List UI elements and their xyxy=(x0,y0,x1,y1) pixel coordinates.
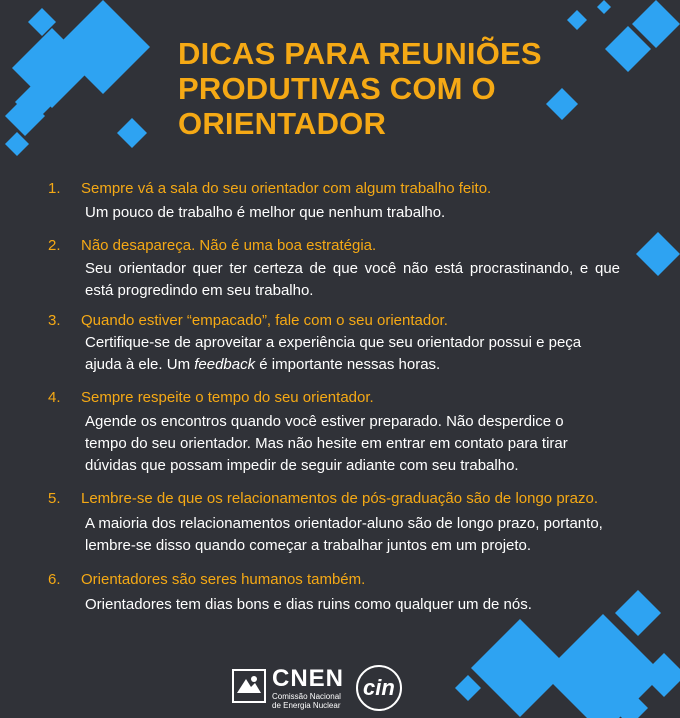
tip-number: 3. xyxy=(48,312,61,329)
tip-number: 1. xyxy=(48,180,61,197)
tip-heading: Não desapareça. Não é uma boa estratégia. xyxy=(81,237,377,254)
tip-heading: Orientadores são seres humanos também. xyxy=(81,571,366,588)
tip-heading: Sempre vá a sala do seu orientador com algum trabalho feito. xyxy=(81,180,492,197)
tip-heading: Lembre-se de que os relacionamentos de pós-graduação são de longo prazo. xyxy=(81,490,599,507)
cnen-emblem-icon xyxy=(234,671,264,701)
title-line: PRODUTIVAS COM O xyxy=(178,71,496,106)
tip-body xyxy=(85,332,620,376)
diamond-shape xyxy=(615,590,661,636)
tip-body-line: Seu orientador quer ter certeza de que você não está procrastinando, e que xyxy=(85,260,620,277)
tip-number: 4. xyxy=(48,389,61,406)
tip-number: 6. xyxy=(48,571,61,588)
tip-body xyxy=(85,411,620,477)
tip-body-line: está progredindo em seu trabalho. xyxy=(85,282,314,299)
title-line: ORIENTADOR xyxy=(178,106,387,141)
tip-body-line: tempo do seu orientador. Mas não hesite em entrar em contato para tirar xyxy=(85,435,568,452)
cnen-emblem-icon xyxy=(232,669,266,703)
page-title xyxy=(178,36,598,141)
cin-logo-text: cin xyxy=(363,675,395,700)
diamond-shape xyxy=(455,675,481,701)
diamond-shape xyxy=(117,118,147,148)
tip-body-line: lembre-se disso quando começar a trabalhar juntos em um projeto. xyxy=(85,537,532,554)
tip-body xyxy=(85,202,620,224)
diamond-shape xyxy=(5,132,29,156)
diamond-shape xyxy=(636,232,680,276)
tip-body-emphasis: feedback xyxy=(194,356,256,373)
tip-body xyxy=(85,513,620,557)
tip-body-line xyxy=(85,354,620,376)
tip-body-line: Um pouco de trabalho é melhor que nenhum trabalho. xyxy=(85,204,446,221)
tip-number: 5. xyxy=(48,490,61,507)
tip-body-text: ajuda à ele. Um xyxy=(85,356,195,373)
cnen-logo-text: CNEN xyxy=(272,665,345,692)
tip-body-line: Certifique-se de aproveitar a experiência que seu orientador possui e peça xyxy=(85,334,582,351)
tip-body-line: A maioria dos relacionamentos orientador-aluno são de longo prazo, portanto, xyxy=(85,515,603,532)
tip-heading: Sempre respeite o tempo do seu orientador. xyxy=(81,389,374,406)
tip-number: 2. xyxy=(48,237,61,254)
diamond-shape xyxy=(597,0,611,14)
tip-body xyxy=(85,258,620,302)
tip-body-line: Orientadores tem dias bons e dias ruins como qualquer um de nós. xyxy=(85,596,532,613)
tip-body-line: dúvidas que possam impedir de seguir adiante com seu trabalho. xyxy=(85,457,519,474)
diamond-shape xyxy=(567,10,587,30)
footer-logos xyxy=(232,663,452,715)
tip-body-line: Agende os encontros quando você estiver preparado. Não desperdice o xyxy=(85,413,564,430)
diamond-shape xyxy=(543,614,663,718)
cnen-logo-subtitle: Comissão Nacional xyxy=(272,692,341,701)
title-line: DICAS PARA REUNIÕES xyxy=(178,36,542,71)
tip-heading: Quando estiver “empacado”, fale com o seu orientador. xyxy=(81,312,448,329)
cnen-logo-subtitle: de Energia Nuclear xyxy=(272,701,341,710)
tip-body xyxy=(85,594,620,616)
tip-body-text: é importante nessas horas. xyxy=(255,356,441,373)
